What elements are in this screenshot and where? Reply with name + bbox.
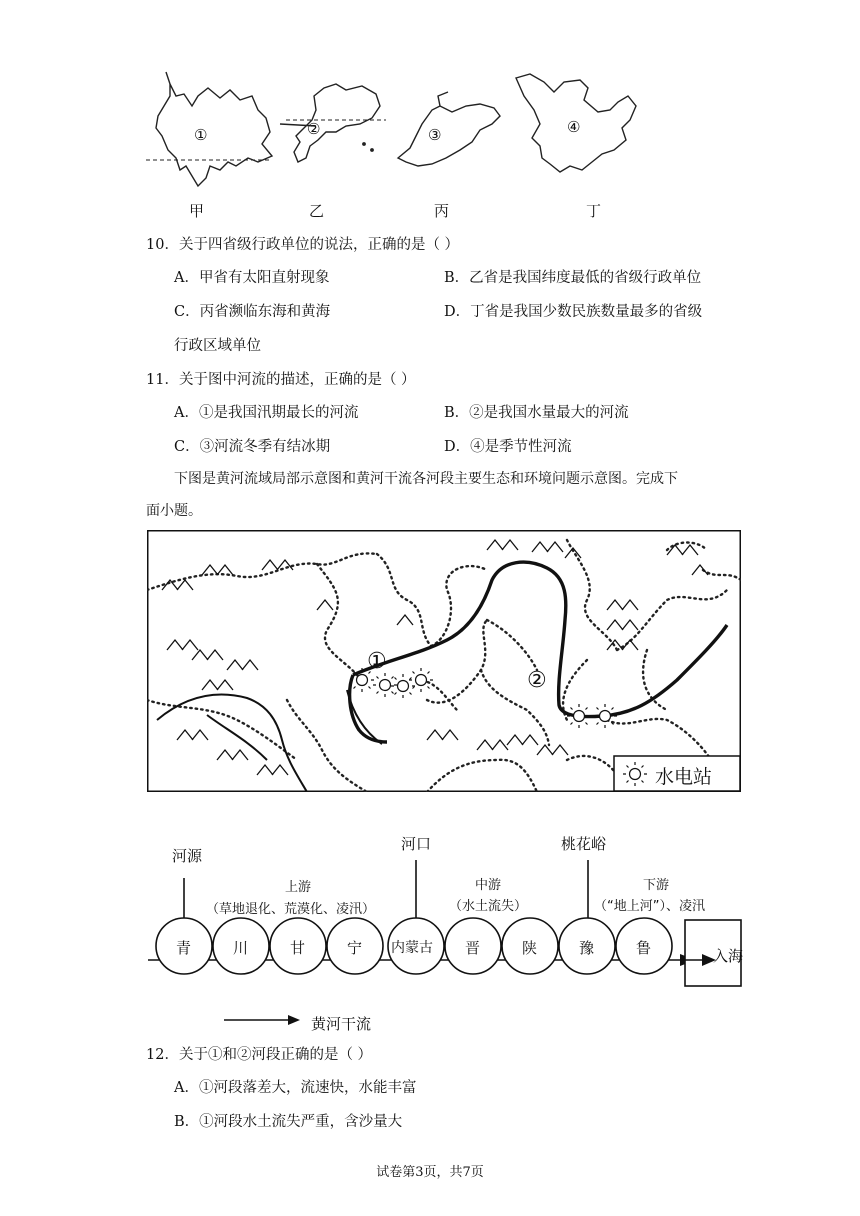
province-circle-ning: 宁 [347, 939, 363, 957]
section-upper-name: 上游 [285, 880, 312, 895]
page-footer: 试卷第3页，共7页 [376, 1165, 484, 1180]
province-circle-yu: 豫 [579, 939, 595, 957]
question-12-option-b: B．①河段水土流失严重，含沙量大 [174, 1114, 403, 1130]
basin-marker-2: ② [527, 668, 547, 693]
province-map-jia [146, 72, 272, 186]
section-lower-name: 下游 [643, 878, 670, 893]
province-label-ding: 丁 [586, 202, 602, 220]
question-10-stem: 10．关于四省级行政单位的说法，正确的是（ ） [146, 237, 460, 253]
question-10-option-a: A．甲省有太阳直射现象 [174, 270, 330, 286]
basin-marker-1: ① [367, 649, 387, 674]
marker-3: ③ [428, 126, 442, 144]
intro-line-1: 下图是黄河流域局部示意图和黄河干流各河段主要生态和环境问题示意图。完成下 [174, 471, 678, 487]
question-11-option-a: A．①是我国汛期最长的河流 [174, 405, 359, 421]
province-circle-lu: 鲁 [636, 939, 652, 957]
province-circle-chuan: 川 [233, 939, 249, 957]
province-label-yi: 乙 [309, 202, 325, 220]
point-label-taohuayu: 桃花峪 [561, 835, 607, 853]
section-upper-problems: （草地退化、荒漠化、凌汛） [206, 902, 376, 917]
province-circle-shan: 陕 [522, 939, 538, 957]
question-10-option-c: C．丙省濒临东海和黄海 [174, 304, 331, 320]
question-11-option-d: D．④是季节性河流 [444, 439, 572, 455]
province-label-bing: 丙 [434, 202, 450, 220]
mainstem-arrow-label: 黄河干流 [311, 1015, 372, 1033]
section-middle-problems: （水土流失） [449, 899, 528, 914]
map-legend-label: 水电站 [655, 766, 713, 788]
province-map-bing [398, 92, 500, 166]
marker-2: ② [307, 120, 321, 138]
question-10-option-d-cont: 行政区域单位 [174, 338, 261, 354]
question-12-stem: 12．关于①和②河段正确的是（ ） [146, 1047, 373, 1063]
province-map-yi [280, 84, 386, 162]
question-11-option-b: B．②是我国水量最大的河流 [444, 405, 629, 421]
question-11-stem: 11．关于图中河流的描述，正确的是（ ） [146, 372, 416, 388]
question-11-option-c: C．③河流冬季有结冰期 [174, 439, 331, 455]
question-10-option-d: D．丁省是我国少数民族数量最多的省级 [444, 304, 703, 320]
intro-line-2: 面小题。 [146, 503, 202, 519]
province-circle-gan: 甘 [290, 939, 306, 957]
marker-4: ④ [567, 118, 581, 136]
yellow-river-basin-map [147, 530, 741, 792]
province-circle-neimenggu: 内蒙古 [391, 940, 433, 956]
question-12-option-a: A．①河段落差大，流速快，水能丰富 [174, 1080, 417, 1096]
province-circle-jin: 晋 [465, 939, 481, 957]
section-lower-problems: （“地上河”）、凌汛 [594, 899, 705, 914]
section-middle-name: 中游 [475, 878, 502, 893]
marker-1: ① [194, 126, 208, 144]
province-circle-qing: 青 [176, 939, 192, 957]
province-label-jia: 甲 [189, 202, 205, 220]
sea-label: 入海 [713, 947, 744, 965]
question-10-option-b: B．乙省是我国纬度最低的省级行政单位 [444, 270, 702, 286]
point-label-hekou: 河口 [401, 835, 432, 853]
point-label-heyuan: 河源 [172, 847, 203, 865]
river-section-diagram [140, 820, 750, 1040]
